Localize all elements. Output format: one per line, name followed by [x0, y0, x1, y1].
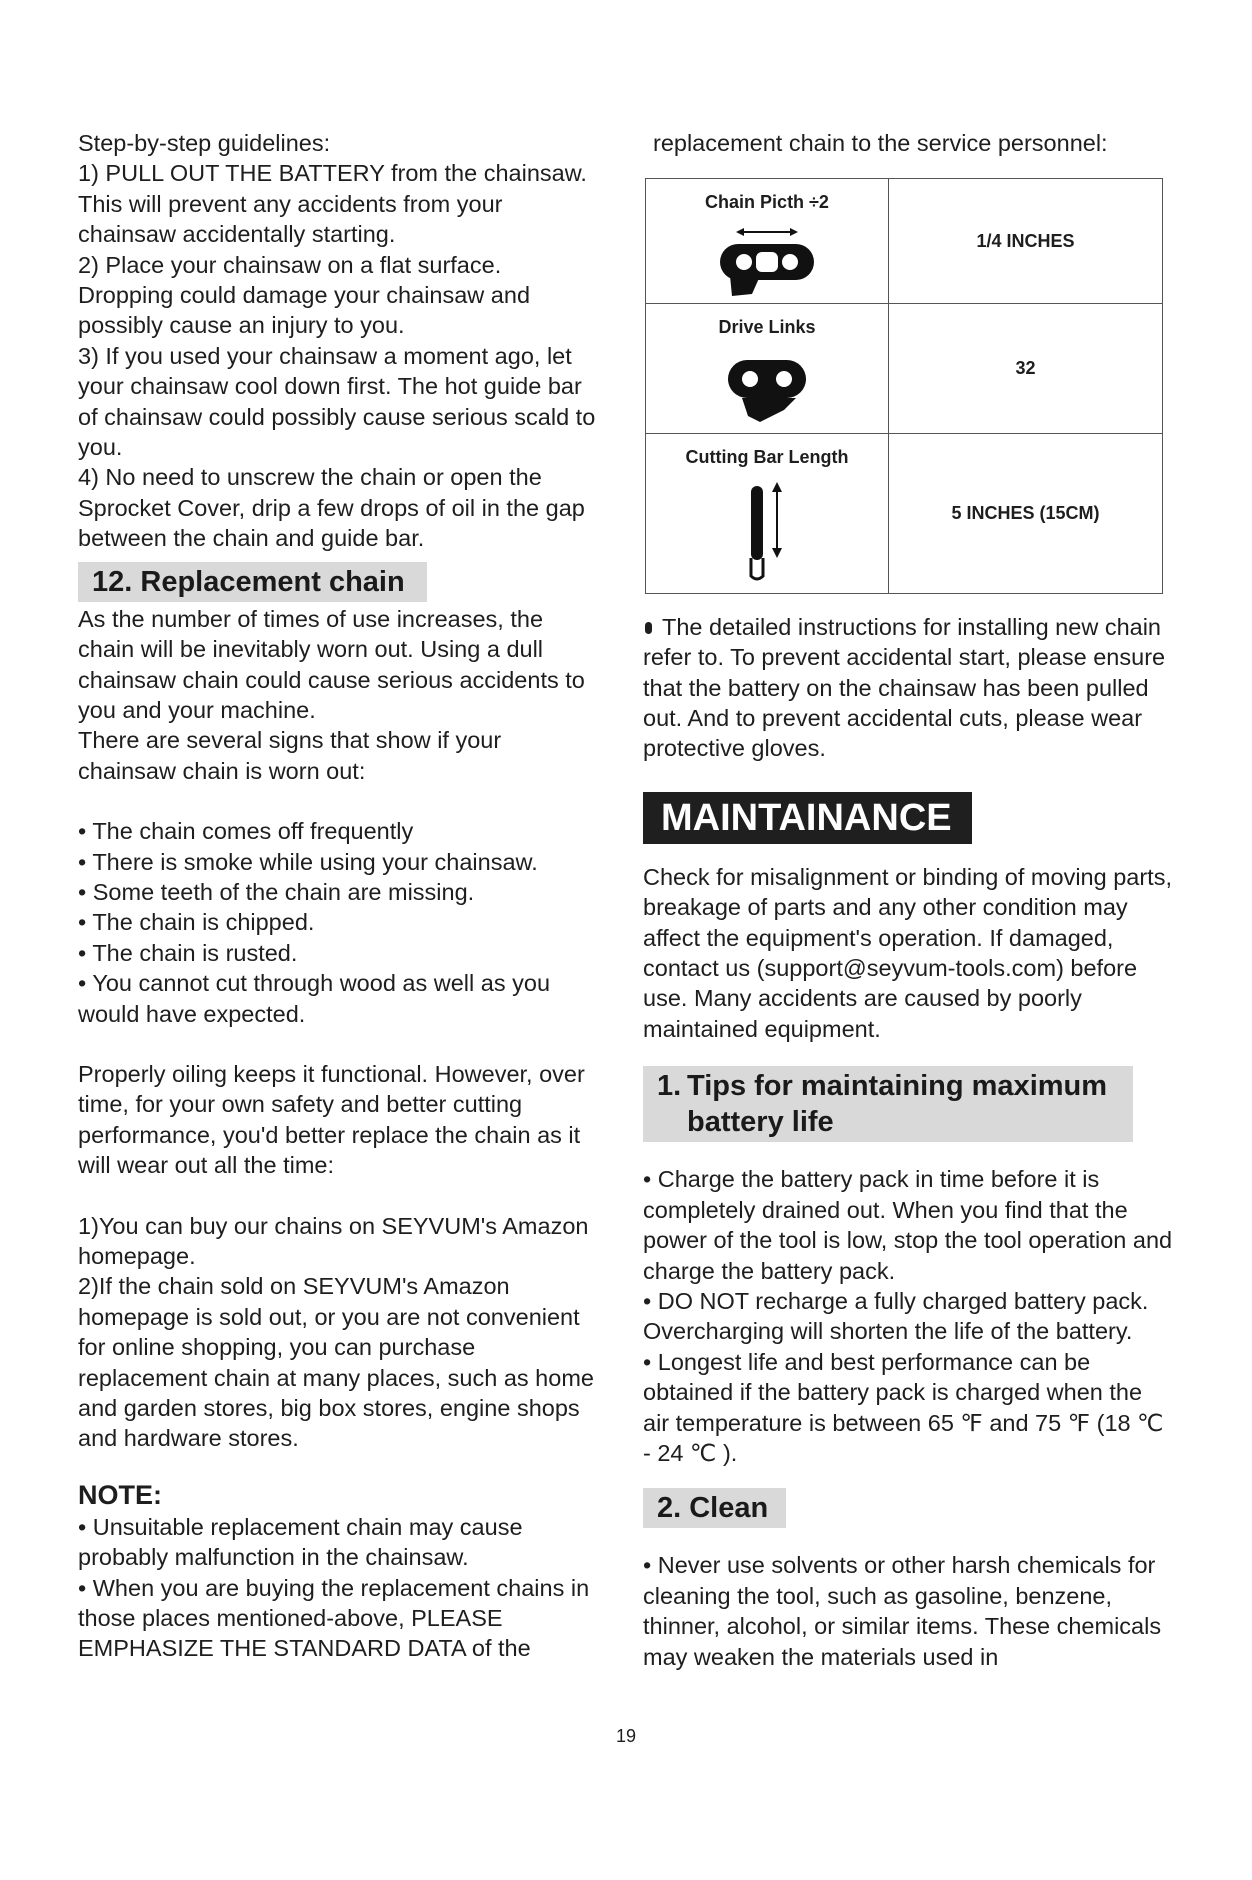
spacer [643, 1044, 1173, 1066]
spec-row [646, 303, 1163, 433]
continuation-text: replacement chain to the service personnel: [653, 130, 1108, 156]
maintenance-paragraph: Check for misalignment or binding of moving parts, breakage of parts and any other condition may affect the equipment's operation. If damaged, contact us (support@seyvum-tools.com) before use. Many accidents are caused by poorly maintained equipment. [643, 863, 1172, 1042]
guideline-step-2: 2) Place your chainsaw on a flat surface. Dropping could damage your chainsaw and possibly cause an injury to you. [78, 251, 531, 339]
worn-sign-item: • The chain is rusted. [78, 939, 298, 966]
buy-option-1: 1)You can buy our chains on SEYVUM's Amazon homepage. [78, 1212, 589, 1269]
tips-heading [643, 1066, 1133, 1142]
bullet-icon [645, 622, 652, 634]
tip-item: • DO NOT recharge a fully charged battery pack. Overcharging will shorten the life of the battery. [643, 1287, 1149, 1345]
install-note-text: The detailed instructions for installing new chain refer to. To prevent accidental start, please ensure that the battery on the chainsaw has been pulled out. And to prevent accidental cuts, please wear protective gloves. [643, 613, 1166, 762]
note-item-2: • When you are buying the replacement chains in those places mentioned-above, PLEASE EMPHASIZE THE STANDARD DATA of the [78, 1574, 590, 1662]
spacer [78, 1029, 598, 1059]
worn-sign-item: • The chain comes off frequently [78, 818, 414, 845]
chain-spec-table [645, 178, 1163, 593]
clean-paragraph: • Never use solvents or other harsh chemicals for cleaning the tool, such as gasoline, benzene, thinner, alcohol, or similar items. These chemicals may weaken the materials used in [643, 1552, 1162, 1670]
replacement-paragraph-2: There are several signs that show if your chainsaw chain is worn out: [78, 727, 502, 784]
note-item-1: • Unsuitable replacement chain may cause probably malfunction in the chainsaw. [78, 1513, 523, 1571]
note-heading: NOTE: [78, 1479, 162, 1510]
worn-sign-item: • You cannot cut through wood as well as you would have expected. [78, 970, 551, 1027]
spacer [643, 764, 1173, 792]
spacer [78, 1181, 598, 1211]
tips-heading-text: Tips for maintaining maximum battery life [687, 1070, 1108, 1139]
spec-row [646, 179, 1163, 303]
maintenance-heading: MAINTAINANCE [643, 792, 972, 844]
guideline-step-3: 3) If you used your chainsaw a moment ago, let your chainsaw cool down first. The hot guide bar of chainsaw could possibly cause serious scald to you. [78, 342, 596, 461]
guideline-step-4: 4) No need to unscrew the chain or open the Sprocket Cover, drip a few drops of oil in the gap between the chain and guide bar. [78, 464, 585, 552]
spec-value: 32 [889, 303, 1163, 433]
buy-option-2: 2)If the chain sold on SEYVUM's Amazon homepage is sold out, or you are not convenient for online shopping, you can purchase replacement chain at many places, such as home and garden stores, big box stores, engine shops and hardware stores. [78, 1273, 594, 1452]
worn-sign-item: • Some teeth of the chain are missing. [78, 878, 475, 905]
spec-label-cell [646, 179, 889, 303]
guide-bar-icon [737, 478, 797, 584]
guidelines-title: Step-by-step guidelines: [78, 130, 331, 156]
tip-item: • Longest life and best performance can be obtained if the battery pack is charged when the air temperature is between 65 ℉ and 75 ℉ (18 ℃ - 24 ℃ ). [643, 1348, 1164, 1466]
guideline-step-1: 1) PULL OUT THE BATTERY from the chainsaw. This will prevent any accidents from your chainsaw accidentally starting. [78, 160, 587, 248]
section-heading-replacement-chain: 12. Replacement chain [78, 562, 427, 602]
spec-label: Drive Links [718, 316, 816, 337]
worn-sign-item: • There is smoke while using your chainsaw. [78, 848, 538, 875]
worn-sign-item: • The chain is chipped. [78, 909, 315, 936]
spec-row [646, 433, 1163, 593]
install-note [643, 612, 1173, 764]
page-number: 19 [615, 1726, 637, 1746]
left-column [78, 128, 598, 1664]
tip-item: • Charge the battery pack in time before it is completely drained out. When you find that the power of the tool is low, stop the tool operation and charge the battery pack. [643, 1166, 1173, 1284]
spec-label: Cutting Bar Length [685, 446, 849, 467]
oiling-paragraph: Properly oiling keeps it functional. However, over time, for your own safety and better cutting performance, you'd better replace the chain as it will wear out all the time: [78, 1060, 585, 1179]
right-column [643, 128, 1173, 1672]
spec-label: Chain Picth ÷2 [705, 192, 829, 213]
spacer [78, 1454, 598, 1472]
chain-pitch-icon [712, 224, 822, 302]
spec-label-cell [646, 303, 889, 433]
spec-label-cell [646, 433, 889, 593]
spacer [643, 1468, 1173, 1488]
spacer [78, 786, 598, 816]
spec-value: 1/4 INCHES [889, 179, 1163, 303]
replacement-paragraph-1: As the number of times of use increases, the chain will be inevitably worn out. Using a dull chainsaw chain could cause serious accidents to you and your machine. [78, 605, 585, 723]
tips-heading-number: 1. [657, 1070, 682, 1103]
clean-heading: 2. Clean [643, 1488, 786, 1528]
drive-link-icon [722, 348, 812, 428]
spec-value: 5 INCHES (15CM) [889, 433, 1163, 593]
